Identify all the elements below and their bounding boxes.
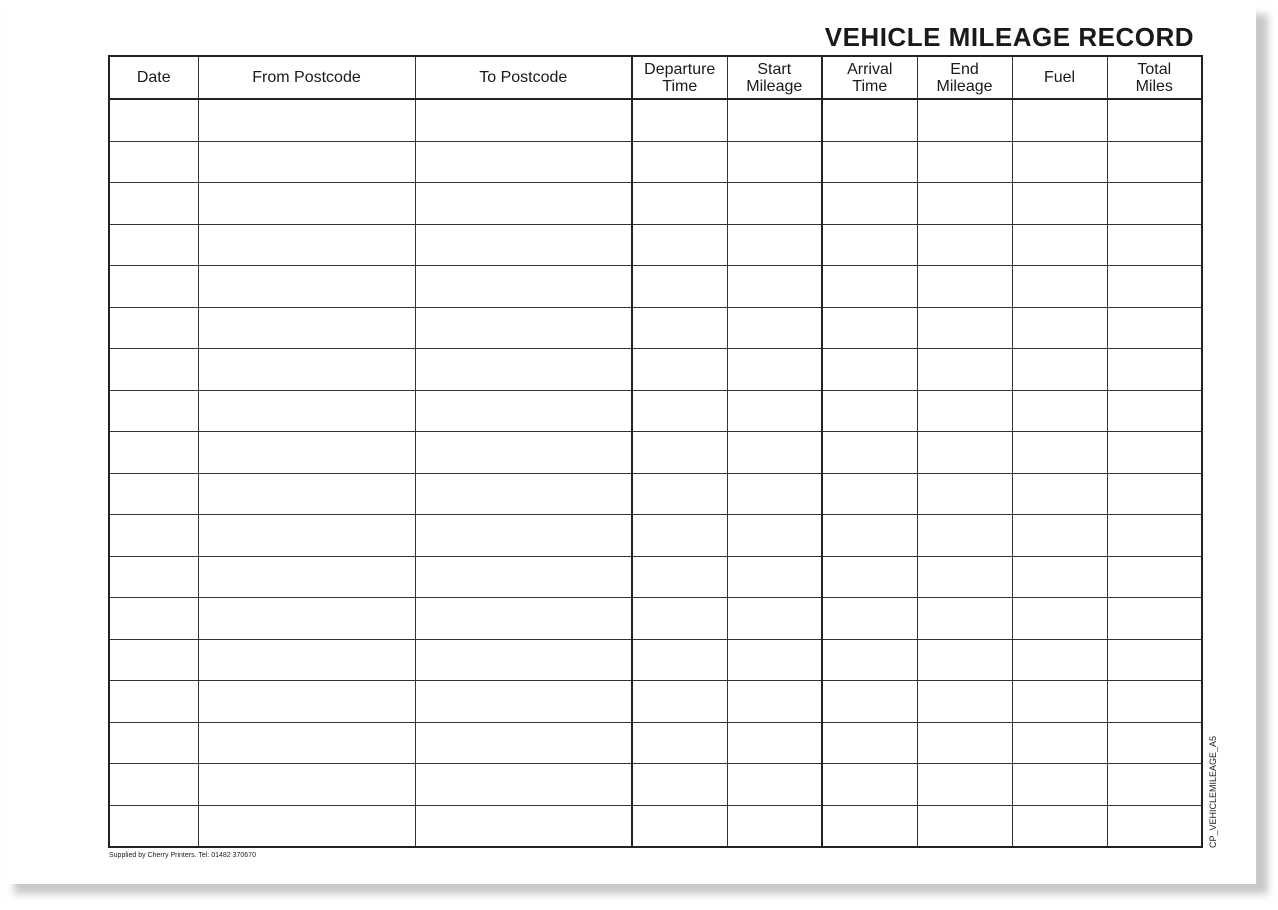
cell-departure-time[interactable] bbox=[632, 349, 727, 391]
supplier-footer: Supplied by Cherry Printers. Tel: 01482 370670 bbox=[109, 852, 256, 859]
cell-start-mileage[interactable] bbox=[727, 598, 822, 640]
table-row bbox=[109, 390, 1202, 432]
cell-departure-time[interactable] bbox=[632, 639, 727, 681]
cell-start-mileage[interactable] bbox=[727, 349, 822, 391]
cell-departure-time[interactable] bbox=[632, 99, 727, 141]
cell-arrival-time[interactable] bbox=[822, 99, 917, 141]
cell-fuel[interactable] bbox=[1012, 183, 1107, 225]
table-row bbox=[109, 681, 1202, 723]
cell-end-mileage[interactable] bbox=[917, 515, 1012, 557]
cell-to-postcode[interactable] bbox=[415, 141, 632, 183]
cell-departure-time[interactable] bbox=[632, 183, 727, 225]
cell-total-miles[interactable] bbox=[1107, 266, 1202, 308]
table-row bbox=[109, 266, 1202, 308]
cell-to-postcode[interactable] bbox=[415, 183, 632, 225]
cell-arrival-time[interactable] bbox=[822, 432, 917, 474]
cell-end-mileage[interactable] bbox=[917, 99, 1012, 141]
cell-date[interactable] bbox=[109, 805, 198, 847]
cell-end-mileage[interactable] bbox=[917, 349, 1012, 391]
cell-to-postcode[interactable] bbox=[415, 307, 632, 349]
cell-fuel[interactable] bbox=[1012, 722, 1107, 764]
table-row bbox=[109, 722, 1202, 764]
cell-from-postcode[interactable] bbox=[198, 515, 415, 557]
cell-from-postcode[interactable] bbox=[198, 99, 415, 141]
cell-total-miles[interactable] bbox=[1107, 349, 1202, 391]
cell-from-postcode[interactable] bbox=[198, 681, 415, 723]
cell-arrival-time[interactable] bbox=[822, 307, 917, 349]
mileage-log-table bbox=[108, 55, 1203, 848]
cell-total-miles[interactable] bbox=[1107, 556, 1202, 598]
cell-fuel[interactable] bbox=[1012, 390, 1107, 432]
cell-from-postcode[interactable] bbox=[198, 349, 415, 391]
cell-date[interactable] bbox=[109, 432, 198, 474]
cell-start-mileage[interactable] bbox=[727, 681, 822, 723]
cell-total-miles[interactable] bbox=[1107, 99, 1202, 141]
col-header-to-postcode: To Postcode bbox=[415, 56, 632, 99]
cell-start-mileage[interactable] bbox=[727, 515, 822, 557]
col-header-departure-time: Departure Time bbox=[632, 56, 727, 99]
cell-departure-time[interactable] bbox=[632, 556, 727, 598]
table-row bbox=[109, 349, 1202, 391]
cell-start-mileage[interactable] bbox=[727, 639, 822, 681]
cell-arrival-time[interactable] bbox=[822, 515, 917, 557]
cell-date[interactable] bbox=[109, 556, 198, 598]
cell-date[interactable] bbox=[109, 515, 198, 557]
cell-end-mileage[interactable] bbox=[917, 390, 1012, 432]
table-row bbox=[109, 307, 1202, 349]
cell-departure-time[interactable] bbox=[632, 473, 727, 515]
cell-to-postcode[interactable] bbox=[415, 805, 632, 847]
table-row bbox=[109, 99, 1202, 141]
cell-fuel[interactable] bbox=[1012, 224, 1107, 266]
cell-date[interactable] bbox=[109, 390, 198, 432]
cell-arrival-time[interactable] bbox=[822, 224, 917, 266]
cell-date[interactable] bbox=[109, 764, 198, 806]
cell-total-miles[interactable] bbox=[1107, 764, 1202, 806]
cell-arrival-time[interactable] bbox=[822, 764, 917, 806]
cell-fuel[interactable] bbox=[1012, 99, 1107, 141]
cell-date[interactable] bbox=[109, 639, 198, 681]
cell-from-postcode[interactable] bbox=[198, 266, 415, 308]
cell-from-postcode[interactable] bbox=[198, 639, 415, 681]
table-row bbox=[109, 224, 1202, 266]
cell-date[interactable] bbox=[109, 99, 198, 141]
cell-to-postcode[interactable] bbox=[415, 349, 632, 391]
cell-from-postcode[interactable] bbox=[198, 224, 415, 266]
cell-arrival-time[interactable] bbox=[822, 141, 917, 183]
table-row bbox=[109, 515, 1202, 557]
cell-fuel[interactable] bbox=[1012, 349, 1107, 391]
cell-to-postcode[interactable] bbox=[415, 432, 632, 474]
col-header-end-mileage: End Mileage bbox=[917, 56, 1012, 99]
cell-to-postcode[interactable] bbox=[415, 598, 632, 640]
cell-start-mileage[interactable] bbox=[727, 141, 822, 183]
cell-from-postcode[interactable] bbox=[198, 390, 415, 432]
cell-start-mileage[interactable] bbox=[727, 432, 822, 474]
cell-to-postcode[interactable] bbox=[415, 764, 632, 806]
cell-from-postcode[interactable] bbox=[198, 307, 415, 349]
header-row bbox=[109, 56, 1202, 99]
cell-arrival-time[interactable] bbox=[822, 639, 917, 681]
table-row bbox=[109, 556, 1202, 598]
cell-from-postcode[interactable] bbox=[198, 764, 415, 806]
cell-to-postcode[interactable] bbox=[415, 473, 632, 515]
cell-fuel[interactable] bbox=[1012, 681, 1107, 723]
cell-arrival-time[interactable] bbox=[822, 556, 917, 598]
cell-date[interactable] bbox=[109, 681, 198, 723]
cell-date[interactable] bbox=[109, 473, 198, 515]
cell-end-mileage[interactable] bbox=[917, 183, 1012, 225]
table-row bbox=[109, 598, 1202, 640]
cell-date[interactable] bbox=[109, 141, 198, 183]
cell-start-mileage[interactable] bbox=[727, 722, 822, 764]
col-header-start-mileage: Start Mileage bbox=[727, 56, 822, 99]
cell-arrival-time[interactable] bbox=[822, 390, 917, 432]
cell-from-postcode[interactable] bbox=[198, 598, 415, 640]
cell-date[interactable] bbox=[109, 266, 198, 308]
table-row bbox=[109, 432, 1202, 474]
table-row bbox=[109, 639, 1202, 681]
cell-from-postcode[interactable] bbox=[198, 183, 415, 225]
cell-arrival-time[interactable] bbox=[822, 681, 917, 723]
cell-fuel[interactable] bbox=[1012, 515, 1107, 557]
cell-start-mileage[interactable] bbox=[727, 764, 822, 806]
cell-start-mileage[interactable] bbox=[727, 473, 822, 515]
cell-fuel[interactable] bbox=[1012, 556, 1107, 598]
cell-start-mileage[interactable] bbox=[727, 556, 822, 598]
cell-start-mileage[interactable] bbox=[727, 805, 822, 847]
cell-fuel[interactable] bbox=[1012, 764, 1107, 806]
cell-to-postcode[interactable] bbox=[415, 266, 632, 308]
cell-from-postcode[interactable] bbox=[198, 432, 415, 474]
col-header-date: Date bbox=[109, 56, 198, 99]
cell-total-miles[interactable] bbox=[1107, 390, 1202, 432]
cell-from-postcode[interactable] bbox=[198, 805, 415, 847]
cell-arrival-time[interactable] bbox=[822, 805, 917, 847]
col-header-fuel: Fuel bbox=[1012, 56, 1107, 99]
cell-end-mileage[interactable] bbox=[917, 805, 1012, 847]
cell-date[interactable] bbox=[109, 224, 198, 266]
cell-to-postcode[interactable] bbox=[415, 681, 632, 723]
cell-end-mileage[interactable] bbox=[917, 473, 1012, 515]
cell-end-mileage[interactable] bbox=[917, 722, 1012, 764]
cell-total-miles[interactable] bbox=[1107, 141, 1202, 183]
cell-total-miles[interactable] bbox=[1107, 515, 1202, 557]
cell-start-mileage[interactable] bbox=[727, 390, 822, 432]
cell-total-miles[interactable] bbox=[1107, 183, 1202, 225]
cell-departure-time[interactable] bbox=[632, 266, 727, 308]
cell-fuel[interactable] bbox=[1012, 639, 1107, 681]
table-row bbox=[109, 141, 1202, 183]
cell-arrival-time[interactable] bbox=[822, 266, 917, 308]
cell-fuel[interactable] bbox=[1012, 805, 1107, 847]
cell-to-postcode[interactable] bbox=[415, 390, 632, 432]
cell-departure-time[interactable] bbox=[632, 307, 727, 349]
cell-end-mileage[interactable] bbox=[917, 307, 1012, 349]
cell-to-postcode[interactable] bbox=[415, 722, 632, 764]
cell-total-miles[interactable] bbox=[1107, 224, 1202, 266]
cell-start-mileage[interactable] bbox=[727, 266, 822, 308]
cell-to-postcode[interactable] bbox=[415, 515, 632, 557]
cell-total-miles[interactable] bbox=[1107, 681, 1202, 723]
cell-departure-time[interactable] bbox=[632, 432, 727, 474]
cell-end-mileage[interactable] bbox=[917, 556, 1012, 598]
cell-total-miles[interactable] bbox=[1107, 307, 1202, 349]
cell-to-postcode[interactable] bbox=[415, 556, 632, 598]
cell-departure-time[interactable] bbox=[632, 722, 727, 764]
cell-total-miles[interactable] bbox=[1107, 473, 1202, 515]
log-body bbox=[109, 99, 1202, 847]
cell-total-miles[interactable] bbox=[1107, 598, 1202, 640]
cell-date[interactable] bbox=[109, 307, 198, 349]
cell-fuel[interactable] bbox=[1012, 266, 1107, 308]
table-row bbox=[109, 805, 1202, 847]
cell-departure-time[interactable] bbox=[632, 515, 727, 557]
cell-arrival-time[interactable] bbox=[822, 722, 917, 764]
cell-fuel[interactable] bbox=[1012, 432, 1107, 474]
cell-from-postcode[interactable] bbox=[198, 556, 415, 598]
cell-end-mileage[interactable] bbox=[917, 764, 1012, 806]
cell-end-mileage[interactable] bbox=[917, 681, 1012, 723]
cell-end-mileage[interactable] bbox=[917, 432, 1012, 474]
cell-departure-time[interactable] bbox=[632, 805, 727, 847]
cell-start-mileage[interactable] bbox=[727, 307, 822, 349]
cell-to-postcode[interactable] bbox=[415, 639, 632, 681]
form-code: CP_VEHICLEMILEAGE_A5 bbox=[1208, 735, 1218, 848]
cell-end-mileage[interactable] bbox=[917, 224, 1012, 266]
cell-fuel[interactable] bbox=[1012, 473, 1107, 515]
cell-fuel[interactable] bbox=[1012, 598, 1107, 640]
cell-date[interactable] bbox=[109, 183, 198, 225]
cell-from-postcode[interactable] bbox=[198, 141, 415, 183]
cell-departure-time[interactable] bbox=[632, 764, 727, 806]
cell-fuel[interactable] bbox=[1012, 141, 1107, 183]
cell-from-postcode[interactable] bbox=[198, 722, 415, 764]
cell-start-mileage[interactable] bbox=[727, 224, 822, 266]
cell-arrival-time[interactable] bbox=[822, 598, 917, 640]
cell-arrival-time[interactable] bbox=[822, 473, 917, 515]
cell-departure-time[interactable] bbox=[632, 598, 727, 640]
cell-total-miles[interactable] bbox=[1107, 805, 1202, 847]
table-row bbox=[109, 183, 1202, 225]
cell-end-mileage[interactable] bbox=[917, 598, 1012, 640]
cell-fuel[interactable] bbox=[1012, 307, 1107, 349]
cell-total-miles[interactable] bbox=[1107, 639, 1202, 681]
col-header-arrival-time: Arrival Time bbox=[822, 56, 917, 99]
cell-start-mileage[interactable] bbox=[727, 99, 822, 141]
cell-date[interactable] bbox=[109, 598, 198, 640]
cell-to-postcode[interactable] bbox=[415, 99, 632, 141]
cell-departure-time[interactable] bbox=[632, 141, 727, 183]
col-header-total-miles: Total Miles bbox=[1107, 56, 1202, 99]
cell-departure-time[interactable] bbox=[632, 390, 727, 432]
cell-end-mileage[interactable] bbox=[917, 266, 1012, 308]
form-title: VEHICLE MILEAGE RECORD bbox=[824, 22, 1194, 52]
cell-start-mileage[interactable] bbox=[727, 183, 822, 225]
cell-departure-time[interactable] bbox=[632, 224, 727, 266]
cell-end-mileage[interactable] bbox=[917, 639, 1012, 681]
table-row bbox=[109, 764, 1202, 806]
col-header-from-postcode: From Postcode bbox=[198, 56, 415, 99]
cell-departure-time[interactable] bbox=[632, 681, 727, 723]
cell-arrival-time[interactable] bbox=[822, 349, 917, 391]
table-row bbox=[109, 473, 1202, 515]
cell-date[interactable] bbox=[109, 722, 198, 764]
cell-date[interactable] bbox=[109, 349, 198, 391]
cell-to-postcode[interactable] bbox=[415, 224, 632, 266]
cell-total-miles[interactable] bbox=[1107, 722, 1202, 764]
cell-total-miles[interactable] bbox=[1107, 432, 1202, 474]
cell-arrival-time[interactable] bbox=[822, 183, 917, 225]
cell-end-mileage[interactable] bbox=[917, 141, 1012, 183]
cell-from-postcode[interactable] bbox=[198, 473, 415, 515]
